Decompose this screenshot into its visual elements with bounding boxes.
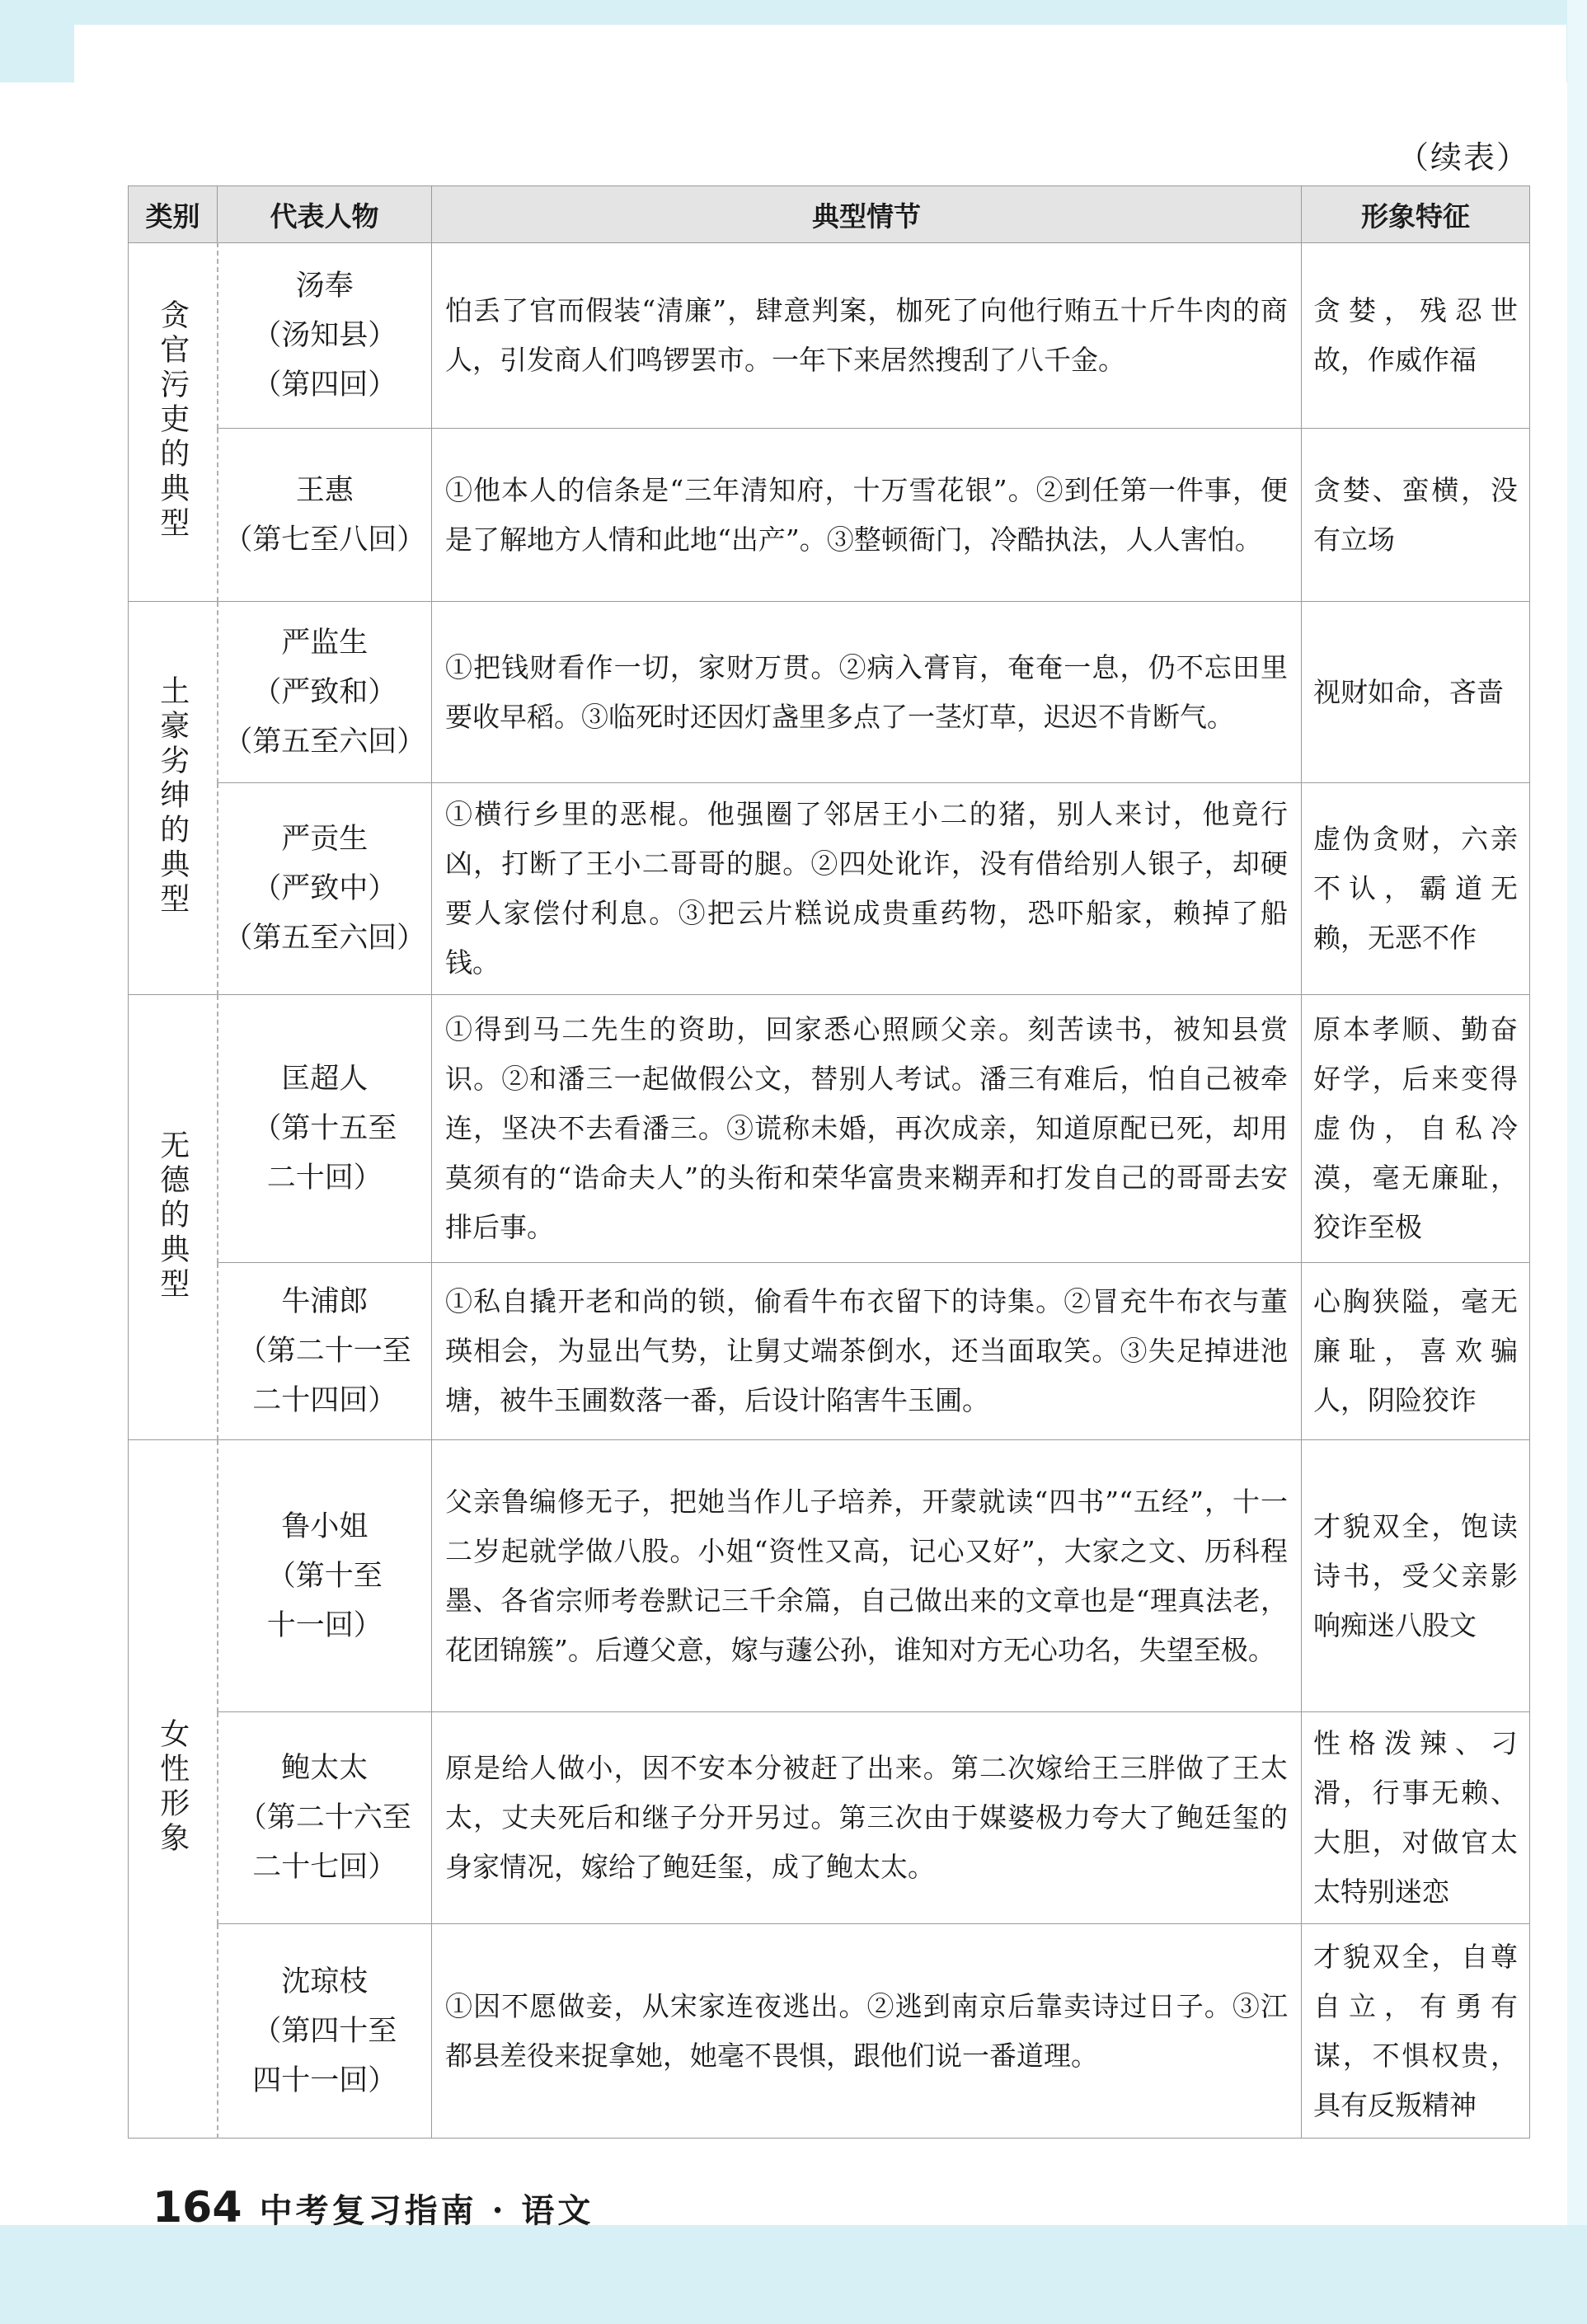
- person-cell: 严贡生 （严致中） （第五至六回）: [218, 783, 432, 995]
- header-plot: 典型情节: [432, 186, 1302, 243]
- table-row: [129, 995, 1530, 1263]
- feature-cell: 才貌双全，饱读诗书，受父亲影响痴迷八股文: [1302, 1440, 1530, 1712]
- feature-cell: 原本孝顺、勤奋好学，后来变得虚伪，自私冷漠，毫无廉耻，狡诈至极: [1302, 995, 1530, 1263]
- plot-cell: 原是给人做小，因不安本分被赶了出来。第二次嫁给王三胖做了王太太，丈夫死后和继子分开另过。第三次由于媒婆极力夸大了鲍廷玺的身家情况，嫁给了鲍廷玺，成了鲍太太。: [432, 1712, 1302, 1924]
- person-cell: 沈琼枝 （第四十至 四十一回）: [218, 1924, 432, 2139]
- category-cell: 无德的典型: [129, 995, 218, 1440]
- table-row: [129, 783, 1530, 995]
- person-cell: 鲍太太 （第二十六至 二十七回）: [218, 1712, 432, 1924]
- plot-cell: 父亲鲁编修无子，把她当作儿子培养，开蒙就读“四书”“五经”，十一二岁起就学做八股。小姐“资性又高，记心又好”，大家之文、历科程墨、各省宗师考卷默记三千余篇，自己做出来的文章也是“理真法老，花团锦簇”。后遵父意，嫁与蘧公孙，谁知对方无心功名，失望至极。: [432, 1440, 1302, 1712]
- category-cell: 贪官污吏的典型: [129, 243, 218, 602]
- category-cell: 女性形象: [129, 1440, 218, 2139]
- person-cell: 牛浦郎 （第二十一至 二十四回）: [218, 1263, 432, 1440]
- plot-cell: 怕丢了官而假装“清廉”，肆意判案，枷死了向他行贿五十斤牛肉的商人，引发商人们鸣锣罢市。一年下来居然搜刮了八千金。: [432, 243, 1302, 429]
- header-person: 代表人物: [218, 186, 432, 243]
- plot-cell: ①横行乡里的恶棍。他强圈了邻居王小二的猪，别人来讨，他竟行凶，打断了王小二哥哥的腿。②四处讹诈，没有借给别人银子，却硬要人家偿付利息。③把云片糕说成贵重药物，恐吓船家，赖掉了船钱。: [432, 783, 1302, 995]
- table-row: [129, 429, 1530, 602]
- feature-cell: 视财如命，吝啬: [1302, 602, 1530, 783]
- table-row: [129, 1440, 1530, 1712]
- page-footer: [153, 2183, 594, 2232]
- plot-cell: ①因不愿做妾，从宋家连夜逃出。②逃到南京后靠卖诗过日子。③江都县差役来捉拿她，她毫不畏惧，跟他们说一番道理。: [432, 1924, 1302, 2139]
- table-row: [129, 1712, 1530, 1924]
- table-header-row: [129, 186, 1530, 243]
- table-row: [129, 1263, 1530, 1440]
- feature-cell: 性格泼辣、刁滑，行事无赖、大胆，对做官太太特别迷恋: [1302, 1712, 1530, 1924]
- person-cell: 王惠 （第七至八回）: [218, 429, 432, 602]
- plot-cell: ①他本人的信条是“三年清知府，十万雪花银”。②到任第一件事，便是了解地方人情和此地“出产”。③整顿衙门，冷酷执法，人人害怕。: [432, 429, 1302, 602]
- continued-label: （续表）: [1397, 139, 1529, 176]
- plot-cell: ①把钱财看作一切，家财万贯。②病入膏肓，奄奄一息，仍不忘田里要收早稻。③临死时还因灯盏里多点了一茎灯草，迟迟不肯断气。: [432, 602, 1302, 783]
- person-cell: 匡超人 （第十五至 二十回）: [218, 995, 432, 1263]
- feature-cell: 贪婪，残忍世故，作威作福: [1302, 243, 1530, 429]
- feature-cell: 心胸狭隘，毫无廉耻，喜欢骗人，阴险狡诈: [1302, 1263, 1530, 1440]
- table-row: [129, 1924, 1530, 2139]
- right-band: [1567, 0, 1587, 2324]
- person-cell: 汤奉 （汤知县） （第四回）: [218, 243, 432, 429]
- table-row: [129, 243, 1530, 429]
- feature-cell: 贪婪、蛮横，没有立场: [1302, 429, 1530, 602]
- feature-cell: 虚伪贪财，六亲不认，霸道无赖，无恶不作: [1302, 783, 1530, 995]
- person-cell: 严监生 （严致和） （第五至六回）: [218, 602, 432, 783]
- page-number: 164: [153, 2183, 242, 2232]
- feature-cell: 才貌双全，自尊自立，有勇有谋，不惧权贵，具有反叛精神: [1302, 1924, 1530, 2139]
- book-title: 中考复习指南 · 语文: [259, 2191, 594, 2230]
- person-cell: 鲁小姐 （第十至 十一回）: [218, 1440, 432, 1712]
- plot-cell: ①私自撬开老和尚的锁，偷看牛布衣留下的诗集。②冒充牛布衣与董瑛相会，为显出气势，让舅丈端茶倒水，还当面取笑。③失足掉进池塘，被牛玉圃数落一番，后设计陷害牛玉圃。: [432, 1263, 1302, 1440]
- character-table: [128, 185, 1530, 2139]
- header-feature: 形象特征: [1302, 186, 1530, 243]
- bottom-band: [0, 2225, 1587, 2324]
- header-category: 类别: [129, 186, 218, 243]
- plot-cell: ①得到马二先生的资助，回家悉心照顾父亲。刻苦读书，被知县赏识。②和潘三一起做假公文，替别人考试。潘三有难后，怕自己被牵连，坚决不去看潘三。③谎称未婚，再次成亲，知道原配已死，却用莫须有的“诰命夫人”的头衔和荣华富贵来糊弄和打发自己的哥哥去安排后事。: [432, 995, 1302, 1263]
- category-cell: 土豪劣绅的典型: [129, 602, 218, 995]
- table-row: [129, 602, 1530, 783]
